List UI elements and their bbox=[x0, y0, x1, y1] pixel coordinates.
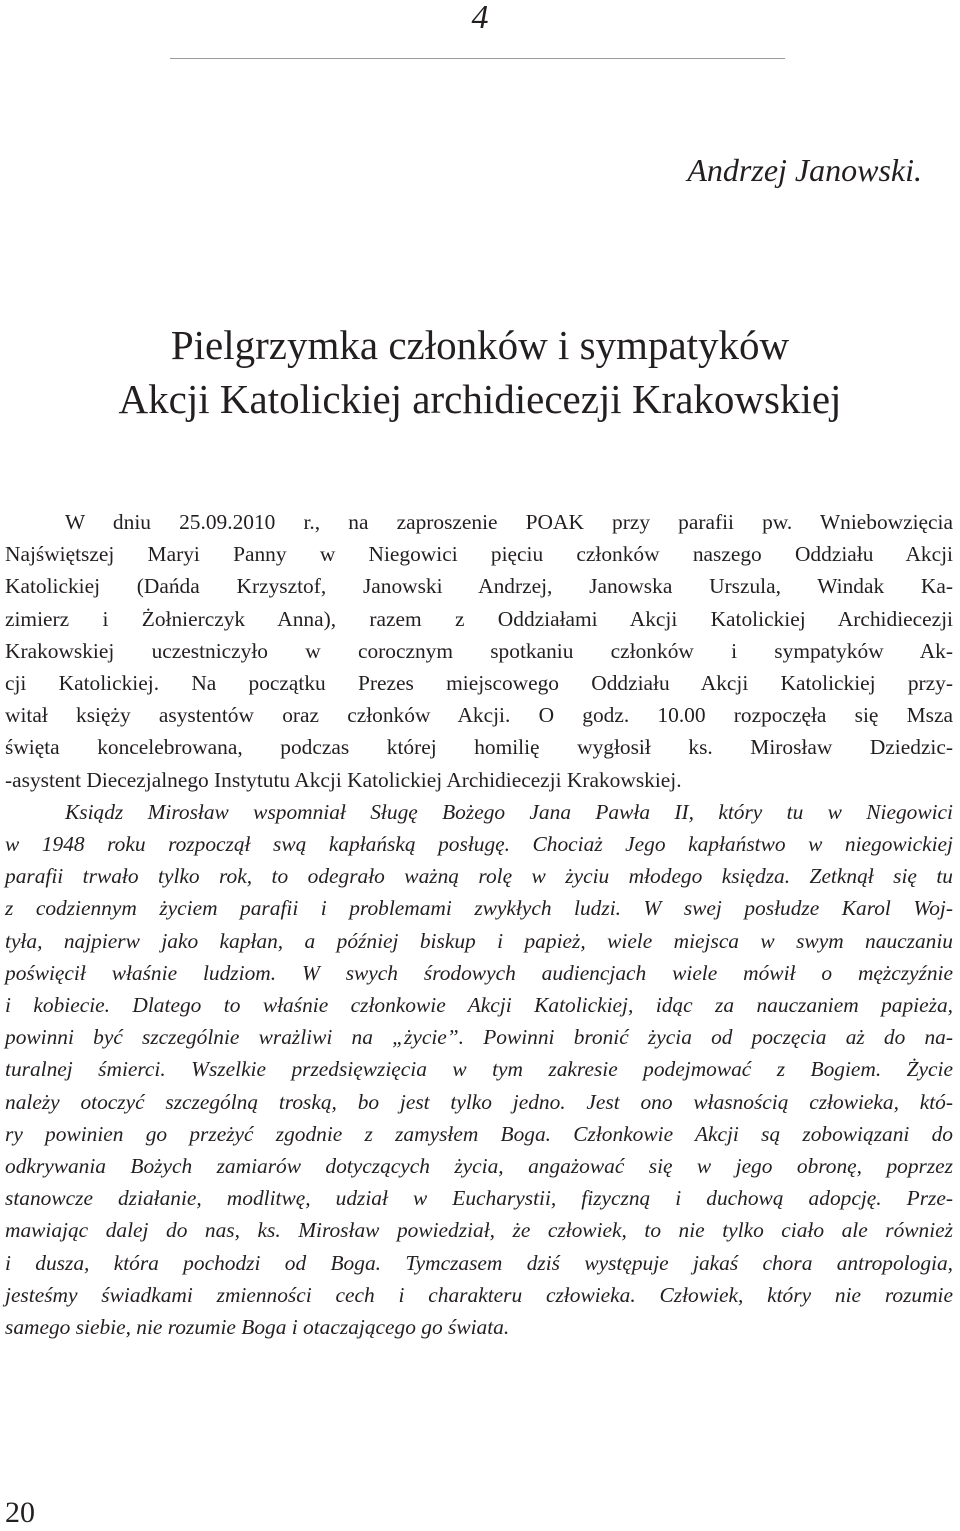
text-line: z codziennym życiem parafii i problemami zwykłych ludzi. W swej posłudze Karol Woj- bbox=[5, 896, 953, 921]
text-line: Krakowskiej uczestniczyło w corocznym spotkaniu członków i sympatyków Ak- bbox=[5, 638, 953, 663]
text-line: święta koncelebrowana, podczas której homilię wygłosił ks. Mirosław Dziedzic- bbox=[5, 735, 953, 760]
text-line: -asystent Diecezjalnego Instytutu Akcji Katolickiej Archidiecezji Krakowskiej. bbox=[5, 767, 682, 792]
paragraph-1 bbox=[5, 506, 953, 796]
paragraph-2 bbox=[5, 796, 953, 1343]
text-line: mawiając dalej do nas, ks. Mirosław powiedział, że człowiek, to nie tylko ciało ale również bbox=[5, 1218, 953, 1243]
author-name: Andrzej Janowski. bbox=[687, 152, 922, 188]
title-line: Pielgrzymka członków i sympatyków bbox=[170, 322, 790, 368]
text-line: samego siebie, nie rozumie Boga i otaczającego go świata. bbox=[5, 1315, 510, 1340]
text-line: należy otoczyć szczególną troską, bo jest tylko jedno. Jest ono własnością człowieka, któ- bbox=[5, 1089, 953, 1114]
text-line: jesteśmy świadkami zmienności cech i charakteru człowieka. Człowiek, który nie rozumie bbox=[5, 1282, 953, 1307]
text-line: turalnej śmierci. Wszelkie przedsięwzięcia w tym zakresie podejmować z Bogiem. Życie bbox=[5, 1057, 953, 1082]
section-number: 4 bbox=[471, 0, 489, 36]
text-line: witał księży asystentów oraz członków Akcji. O godz. 10.00 rozpoczęła się Msza bbox=[5, 703, 953, 728]
text-line: parafii trwało tylko rok, to odegrało ważną rolę w życiu młodego księdza. Zetknął się tu bbox=[5, 864, 953, 889]
title-line: Akcji Katolickiej archidiecezji Krakowskiej bbox=[118, 376, 842, 422]
text-line: tyła, najpierw jako kapłan, a później biskup i papież, wiele miejsca w swym nauczaniu bbox=[5, 928, 953, 953]
text-line: i dusza, która pochodzi od Boga. Tymczasem dziś występuje jakaś chora antropologia, bbox=[5, 1250, 953, 1275]
text-line: i kobiecie. Dlatego to właśnie członkowie Akcji Katolickiej, idąc za nauczaniem papieża, bbox=[5, 993, 953, 1018]
text-line: ry powinien go przeżyć zgodnie z zamysłem Boga. Członkowie Akcji są zobowiązani do bbox=[5, 1121, 953, 1146]
text-line: poświęcił właśnie ludziom. W swych środowych audiencjach wiele mówił o mężczyźnie bbox=[5, 960, 953, 985]
text-line: stanowcze działanie, modlitwę, udział w Eucharystii, fizyczną i duchową adopcję. Prze- bbox=[5, 1186, 953, 1211]
text-line: odkrywania Bożych zamiarów dotyczących życia, angażować się w jego obronę, poprzez bbox=[5, 1154, 953, 1179]
article-body bbox=[5, 506, 953, 1343]
text-line: w 1948 roku rozpoczął swą kapłańską posługę. Chociaż Jego kapłaństwo w niegowickiej bbox=[5, 832, 953, 857]
text-line: Katolickiej (Dańda Krzysztof, Janowski Andrzej, Janowska Urszula, Windak Ka- bbox=[5, 574, 953, 599]
text-line: W dniu 25.09.2010 r., na zaproszenie POAK przy parafii pw. Wniebowzięcia bbox=[65, 510, 953, 534]
text-line: Ksiądz Mirosław wspomniał Sługę Bożego Jana Pawła II, który tu w Niegowici bbox=[65, 799, 953, 824]
text-line: zimierz i Żołnierczyk Anna), razem z Oddziałami Akcji Katolickiej Archidiecezji bbox=[5, 606, 953, 631]
text-line: Najświętszej Maryi Panny w Niegowici pięciu członków naszego Oddziału Akcji bbox=[5, 542, 953, 567]
header-rule bbox=[170, 58, 785, 59]
page-number: 20 bbox=[5, 1496, 35, 1529]
article-title bbox=[0, 318, 960, 426]
text-line: cji Katolickiej. Na początku Prezes miejscowego Oddziału Akcji Katolickiej przy- bbox=[5, 671, 953, 696]
text-line: powinni być szczególnie wrażliwi na „życie”. Powinni bronić życia od poczęcia aż do na- bbox=[5, 1025, 953, 1050]
